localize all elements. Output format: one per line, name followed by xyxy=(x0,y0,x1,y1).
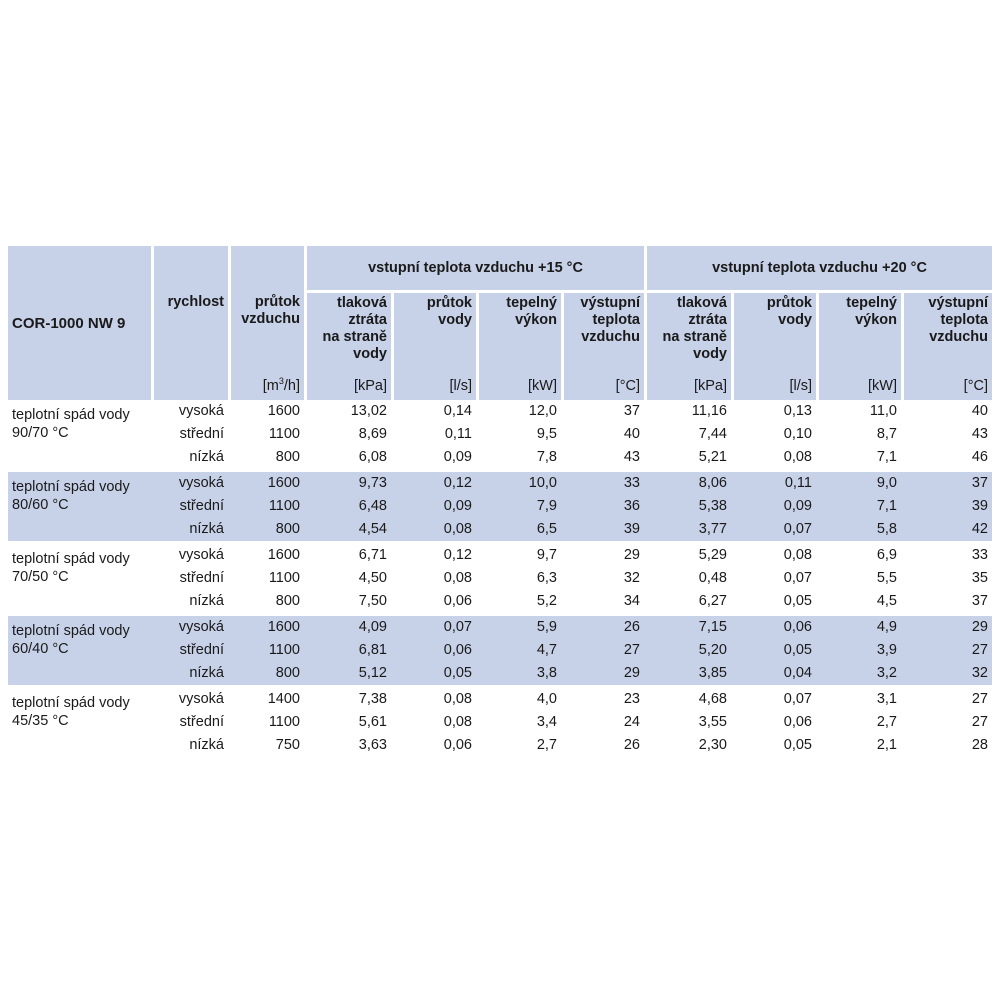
model-title: COR-1000 NW 9 xyxy=(12,314,126,332)
value-20-cell: 4,5 xyxy=(876,593,897,609)
value-15-cell: 6,08 xyxy=(358,449,387,465)
value-15-cell: 7,50 xyxy=(358,593,387,609)
table-row xyxy=(8,469,992,495)
value-20-cell: 37 xyxy=(901,469,992,495)
speed-cell: nízká xyxy=(189,737,224,753)
value-20-cell: 28 xyxy=(971,737,988,753)
speed-header xyxy=(151,246,228,400)
col-header-line: ztráta xyxy=(348,312,387,328)
value-20-cell: 3,1 xyxy=(816,685,901,711)
value-15-cell: 26 xyxy=(623,737,640,753)
value-15-cell: 39 xyxy=(561,518,644,541)
value-15-cell: 29 xyxy=(561,541,644,567)
col-header-line: průtok xyxy=(426,295,472,311)
value-15-cell: 43 xyxy=(623,449,640,465)
col-header-line: na straně xyxy=(322,329,387,345)
value-20-cell: 27 xyxy=(901,639,992,662)
value-20-cell: 2,1 xyxy=(876,737,897,753)
performance-table xyxy=(8,246,992,757)
value-15-cell: 24 xyxy=(623,714,640,730)
value-20-cell: 8,06 xyxy=(644,469,731,495)
col-header-20-1 xyxy=(731,293,816,400)
value-15-cell: 36 xyxy=(561,495,644,518)
value-15-cell: 7,38 xyxy=(304,685,391,711)
value-20-cell: 5,8 xyxy=(816,518,901,541)
col-header-line: tlaková xyxy=(337,295,387,311)
airflow-cell: 800 xyxy=(275,449,300,465)
table-row xyxy=(8,518,992,541)
value-20-cell: 3,77 xyxy=(644,518,731,541)
value-15-cell: 0,12 xyxy=(391,469,476,495)
group-label-line: 45/35 °C xyxy=(12,713,69,729)
table-row xyxy=(8,541,992,567)
value-20-cell: 3,85 xyxy=(644,662,731,685)
col-header-line: tepelný xyxy=(846,295,897,311)
speed-cell: vysoká xyxy=(151,613,228,639)
value-20-cell: 43 xyxy=(971,426,988,442)
value-20-cell: 5,21 xyxy=(698,449,727,465)
value-20-cell: 0,06 xyxy=(783,714,812,730)
col-header-line: průtok xyxy=(766,295,812,311)
group-label-line: teplotní spád vody xyxy=(12,695,130,711)
speed-cell: střední xyxy=(179,570,224,586)
value-20-cell: 0,07 xyxy=(731,518,816,541)
speed-cell: nízká xyxy=(151,518,228,541)
col-header-line: výstupní xyxy=(928,295,988,311)
speed-header-label: rychlost xyxy=(167,294,224,310)
col-header-line: vody xyxy=(353,346,387,362)
value-15-cell: 4,50 xyxy=(358,570,387,586)
value-15-cell: 6,71 xyxy=(304,541,391,567)
speed-cell: střední xyxy=(179,426,224,442)
value-15-cell: 0,09 xyxy=(443,449,472,465)
value-20-cell: 0,04 xyxy=(731,662,816,685)
col-unit: [kPa] xyxy=(693,378,727,394)
value-20-cell: 4,9 xyxy=(816,613,901,639)
airflow-header xyxy=(228,246,304,400)
speed-cell: vysoká xyxy=(178,403,224,419)
value-15-cell: 0,09 xyxy=(391,495,476,518)
col-header-line: tepelný xyxy=(506,295,557,311)
col-header-20-2 xyxy=(816,293,901,400)
value-15-cell: 5,12 xyxy=(304,662,391,685)
value-20-cell: 0,07 xyxy=(783,570,812,586)
group-label xyxy=(8,613,151,685)
value-20-cell: 11,16 xyxy=(691,403,727,419)
airflow-cell: 800 xyxy=(228,518,304,541)
value-20-cell: 0,48 xyxy=(698,570,727,586)
table-row xyxy=(8,639,992,662)
col-header-line: vody xyxy=(438,312,472,328)
airflow-cell: 1600 xyxy=(228,541,304,567)
table-row xyxy=(8,567,992,590)
value-15-cell: 0,08 xyxy=(443,714,472,730)
table-row xyxy=(8,734,992,757)
value-20-cell: 3,9 xyxy=(816,639,901,662)
value-20-cell: 0,11 xyxy=(731,469,816,495)
col-header-line: na straně xyxy=(662,329,727,345)
value-15-cell: 5,2 xyxy=(536,593,557,609)
value-20-cell: 2,7 xyxy=(876,714,897,730)
model-header xyxy=(8,246,151,400)
col-header-15-0 xyxy=(304,293,391,400)
col-header-15-1 xyxy=(391,293,476,400)
col-header-line: tlaková xyxy=(677,295,727,311)
value-15-cell: 0,08 xyxy=(391,685,476,711)
col-header-line: ztráta xyxy=(688,312,727,328)
value-15-cell: 0,08 xyxy=(391,518,476,541)
value-20-cell: 7,1 xyxy=(876,449,897,465)
col-unit: [kPa] xyxy=(353,378,387,394)
value-15-cell: 3,8 xyxy=(476,662,561,685)
value-15-cell: 23 xyxy=(561,685,644,711)
airflow-cell: 1400 xyxy=(228,685,304,711)
airflow-cell: 800 xyxy=(275,593,300,609)
value-20-cell: 0,08 xyxy=(731,541,816,567)
value-20-cell: 0,05 xyxy=(783,737,812,753)
speed-cell: střední xyxy=(151,495,228,518)
value-15-cell: 6,81 xyxy=(304,639,391,662)
value-20-cell: 7,44 xyxy=(698,426,727,442)
table-row xyxy=(8,423,992,446)
value-20-cell: 6,27 xyxy=(698,593,727,609)
airflow-unit: $[m^3/h]$ xyxy=(262,376,300,394)
col-unit: [l/s] xyxy=(449,378,472,394)
value-20-cell: 3,2 xyxy=(816,662,901,685)
value-20-cell: 11,0 xyxy=(869,403,897,419)
col-header-line: výstupní xyxy=(580,295,640,311)
group-label-line: teplotní spád vody xyxy=(12,479,130,495)
value-20-cell: 7,1 xyxy=(816,495,901,518)
airflow-cell: 1600 xyxy=(267,403,300,419)
col-header-15-3 xyxy=(561,293,644,400)
speed-cell: nízká xyxy=(151,662,228,685)
col-header-line: výkon xyxy=(515,312,557,328)
value-15-cell: 4,0 xyxy=(476,685,561,711)
speed-cell: nízká xyxy=(189,449,224,465)
speed-cell: nízká xyxy=(189,593,224,609)
table-row xyxy=(8,495,992,518)
col-header-line: teplota xyxy=(940,312,988,328)
airflow-cell: 1100 xyxy=(228,639,304,662)
value-20-cell: 2,30 xyxy=(698,737,727,753)
group-label xyxy=(8,469,151,541)
value-15-cell: 2,7 xyxy=(536,737,557,753)
col-header-line: vody xyxy=(693,346,727,362)
value-20-cell: 0,07 xyxy=(731,685,816,711)
speed-cell: střední xyxy=(179,714,224,730)
table-row xyxy=(8,590,992,613)
value-15-cell: 6,3 xyxy=(536,570,557,586)
group-label-line: teplotní spád vody xyxy=(12,551,130,567)
value-20-cell: 42 xyxy=(901,518,992,541)
value-15-cell: 0,06 xyxy=(443,737,472,753)
col-header-line: vody xyxy=(778,312,812,328)
value-15-cell: 27 xyxy=(561,639,644,662)
value-20-cell: 0,05 xyxy=(731,639,816,662)
table-row xyxy=(8,400,992,423)
value-20-cell: 5,20 xyxy=(644,639,731,662)
value-20-cell: 39 xyxy=(901,495,992,518)
table-row xyxy=(8,613,992,639)
col-unit: [kW] xyxy=(868,378,897,394)
group-header-15 xyxy=(304,246,644,293)
value-15-cell: 5,61 xyxy=(358,714,387,730)
value-15-cell: 12,0 xyxy=(528,403,557,419)
value-20-cell: 5,38 xyxy=(644,495,731,518)
value-15-cell: 9,7 xyxy=(476,541,561,567)
value-20-cell: 0,08 xyxy=(783,449,812,465)
speed-cell: vysoká xyxy=(151,469,228,495)
col-header-line: teplota xyxy=(592,312,640,328)
group-label-line: 70/50 °C xyxy=(12,569,69,585)
group-header-20 xyxy=(644,246,992,293)
value-20-cell: 0,05 xyxy=(783,593,812,609)
value-20-cell: 4,68 xyxy=(644,685,731,711)
group-label-line: 80/60 °C xyxy=(12,497,69,513)
value-20-cell: 32 xyxy=(901,662,992,685)
group-header-15-label: vstupní teplota vzduchu +15 °C xyxy=(368,260,583,276)
value-15-cell: 34 xyxy=(623,593,640,609)
speed-cell: vysoká xyxy=(151,685,228,711)
value-15-cell: 3,63 xyxy=(358,737,387,753)
airflow-cell: 1600 xyxy=(228,469,304,495)
value-15-cell: 0,08 xyxy=(443,570,472,586)
value-15-cell: 29 xyxy=(561,662,644,685)
airflow-cell: 1100 xyxy=(228,495,304,518)
table-row xyxy=(8,685,992,711)
value-20-cell: 5,5 xyxy=(876,570,897,586)
value-15-cell: 26 xyxy=(561,613,644,639)
value-20-cell: 40 xyxy=(971,403,988,419)
value-20-cell: 6,9 xyxy=(816,541,901,567)
value-20-cell: 37 xyxy=(971,593,988,609)
value-15-cell: 6,48 xyxy=(304,495,391,518)
value-15-cell: 9,73 xyxy=(304,469,391,495)
value-15-cell: 0,07 xyxy=(391,613,476,639)
value-20-cell: 3,55 xyxy=(698,714,727,730)
group-label-line: teplotní spád vody xyxy=(12,407,130,423)
value-20-cell: 0,09 xyxy=(731,495,816,518)
value-15-cell: 4,54 xyxy=(304,518,391,541)
value-15-cell: 0,06 xyxy=(443,593,472,609)
value-15-cell: 9,5 xyxy=(536,426,557,442)
airflow-cell: 1100 xyxy=(268,714,300,730)
value-20-cell: 0,13 xyxy=(783,403,812,419)
group-label xyxy=(8,400,151,469)
value-15-cell: 40 xyxy=(623,426,640,442)
value-15-cell: 7,9 xyxy=(476,495,561,518)
table-row xyxy=(8,711,992,734)
value-15-cell: 0,11 xyxy=(444,426,472,442)
airflow-cell: 1100 xyxy=(268,570,300,586)
col-header-line: vzduchu xyxy=(581,329,640,345)
value-20-cell: 35 xyxy=(971,570,988,586)
airflow-cell: 1100 xyxy=(268,426,300,442)
col-unit: [kW] xyxy=(528,378,557,394)
value-15-cell: 0,06 xyxy=(391,639,476,662)
value-15-cell: 0,14 xyxy=(443,403,472,419)
col-unit: [°C] xyxy=(615,378,640,394)
group-label xyxy=(8,685,151,757)
table-row xyxy=(8,446,992,469)
value-15-cell: 4,09 xyxy=(304,613,391,639)
col-header-15-2 xyxy=(476,293,561,400)
col-unit: [l/s] xyxy=(789,378,812,394)
value-15-cell: 37 xyxy=(623,403,640,419)
value-15-cell: 32 xyxy=(623,570,640,586)
col-unit: [°C] xyxy=(963,378,988,394)
value-20-cell: 7,15 xyxy=(644,613,731,639)
airflow-cell: 750 xyxy=(275,737,300,753)
value-15-cell: 6,5 xyxy=(476,518,561,541)
value-15-cell: 3,4 xyxy=(536,714,557,730)
value-15-cell: 0,12 xyxy=(391,541,476,567)
table-row xyxy=(8,662,992,685)
group-label-line: 60/40 °C xyxy=(12,641,69,657)
airflow-header-line1: průtok xyxy=(254,294,300,310)
col-header-20-3 xyxy=(901,293,992,400)
value-20-cell: 27 xyxy=(901,685,992,711)
speed-cell: střední xyxy=(151,639,228,662)
value-20-cell: 29 xyxy=(901,613,992,639)
group-header-20-label: vstupní teplota vzduchu +20 °C xyxy=(712,260,927,276)
value-15-cell: 4,7 xyxy=(476,639,561,662)
group-label xyxy=(8,541,151,613)
value-15-cell: 7,8 xyxy=(536,449,557,465)
value-15-cell: 10,0 xyxy=(476,469,561,495)
col-header-line: výkon xyxy=(855,312,897,328)
value-15-cell: 33 xyxy=(561,469,644,495)
speed-cell: vysoká xyxy=(151,541,228,567)
airflow-cell: 800 xyxy=(228,662,304,685)
col-header-20-0 xyxy=(644,293,731,400)
value-20-cell: 9,0 xyxy=(816,469,901,495)
value-20-cell: 33 xyxy=(901,541,992,567)
col-header-line: vzduchu xyxy=(929,329,988,345)
airflow-header-line2: vzduchu xyxy=(241,311,300,327)
value-20-cell: 5,29 xyxy=(644,541,731,567)
group-label-line: 90/70 °C xyxy=(12,425,69,441)
value-20-cell: 27 xyxy=(971,714,988,730)
value-20-cell: 8,7 xyxy=(876,426,897,442)
value-20-cell: 46 xyxy=(971,449,988,465)
value-15-cell: 13,02 xyxy=(350,403,387,419)
value-15-cell: 0,05 xyxy=(391,662,476,685)
value-20-cell: 0,10 xyxy=(783,426,812,442)
value-15-cell: 5,9 xyxy=(476,613,561,639)
value-15-cell: 8,69 xyxy=(358,426,387,442)
airflow-cell: 1600 xyxy=(228,613,304,639)
group-label-line: teplotní spád vody xyxy=(12,623,130,639)
value-20-cell: 0,06 xyxy=(731,613,816,639)
